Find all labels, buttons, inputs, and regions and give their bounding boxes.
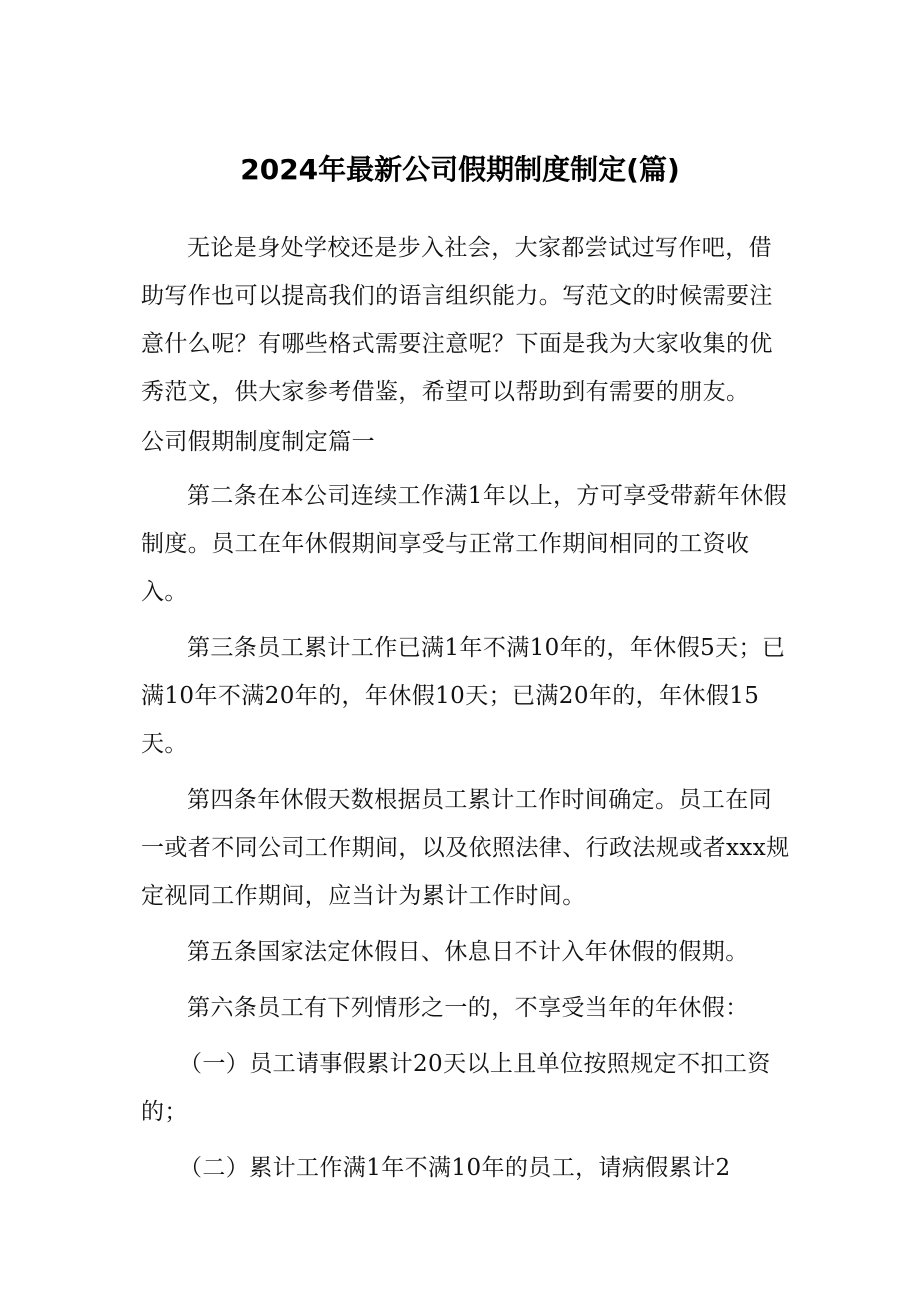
article-6: 第六条员工有下列情形之一的，不享受当年的年休假： xyxy=(187,995,749,1021)
document-body xyxy=(141,224,791,1200)
article-3: 第三条员工累计工作已满1年不满10年的，年休假5天；已满10年不满20年的，年休假10天；已满20年的，年休假15天。 xyxy=(141,635,786,757)
intro-paragraph: 无论是身处学校还是步入社会，大家都尝试过写作吧，借助写作也可以提高我们的语言组织能力。写范文的时候需要注意什么呢？有哪些格式需要注意呢？下面是我为大家收集的优秀范文，供大家参考借鉴，希望可以帮助到有需要的朋友。 xyxy=(141,235,773,405)
article-2: 第二条在本公司连续工作满1年以上，方可享受带薪年休假制度。员工在年休假期间享受与正常工作期间相同的工资收入。 xyxy=(141,483,788,605)
document-title: 2024年最新公司假期制度制定(篇) xyxy=(240,153,680,186)
list-item-1: （一）员工请事假累计20天以上且单位按照规定不扣工资的； xyxy=(141,1051,771,1125)
article-4: 第四条年休假天数根据员工累计工作时间确定。员工在同一或者不同公司工作期间，以及依照法律、行政法规或者xxx规定视同工作期间，应当计为累计工作时间。 xyxy=(141,787,790,909)
list-item-2: （二）累计工作满1年不满10年的员工，请病假累计2 xyxy=(179,1155,731,1181)
article-5: 第五条国家法定休假日、休息日不计入年休假的假期。 xyxy=(187,939,749,965)
section-heading: 公司假期制度制定篇一 xyxy=(141,429,375,455)
